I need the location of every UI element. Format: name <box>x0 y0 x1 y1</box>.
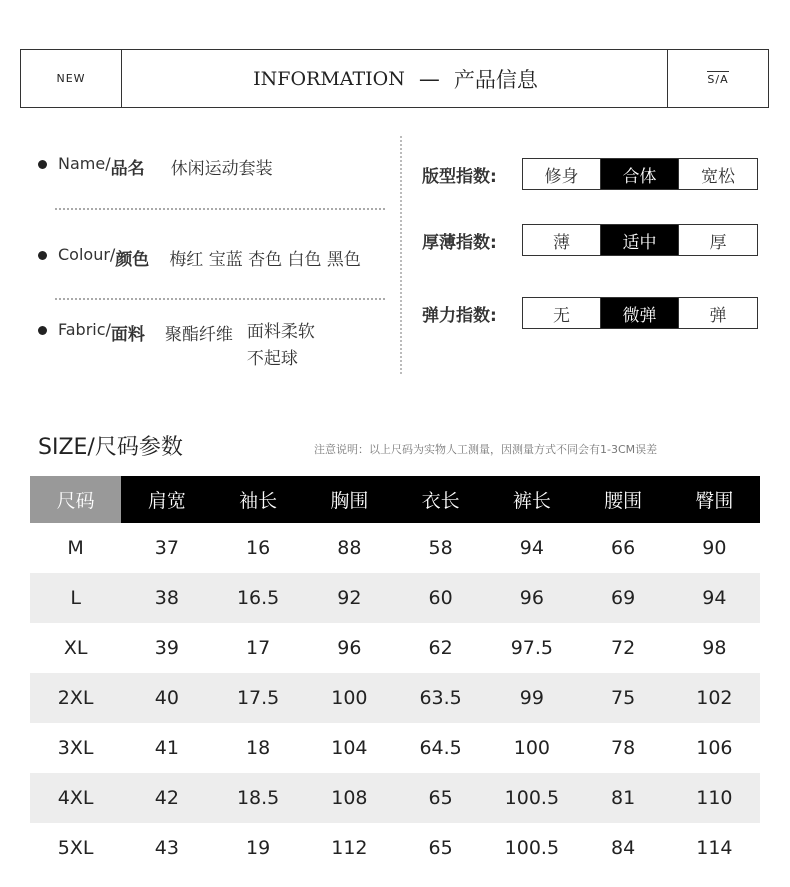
cell-length: 64.5 <box>419 737 462 759</box>
cell-shoulder: 40 <box>121 673 212 723</box>
name-key-cn: 品名 <box>110 159 145 179</box>
cell-hip: 102 <box>669 673 760 723</box>
fabric-note <box>247 319 315 373</box>
dotted-divider <box>55 298 385 300</box>
fit-option-loose: 宽松 <box>701 166 735 187</box>
vertical-dotted-divider <box>400 136 402 374</box>
cell-length: 60 <box>395 573 486 623</box>
elasticity-option-slight: 微弹 <box>601 298 679 328</box>
header-title <box>121 50 670 107</box>
cell-sleeve: 17 <box>246 637 271 659</box>
new-text: NEW <box>56 72 86 85</box>
table-row <box>30 723 760 773</box>
header-pants-length: 裤长 <box>486 476 577 523</box>
fit-option-regular: 合体 <box>601 159 679 189</box>
info-fabric-row <box>38 320 315 373</box>
fit-index-label: 版型指数: <box>422 166 497 187</box>
cell-length: 65 <box>395 773 486 823</box>
cell-sleeve: 17.5 <box>213 673 304 723</box>
header-hip: 臀围 <box>669 476 760 523</box>
cell-size: L <box>30 573 121 623</box>
table-row <box>30 823 760 873</box>
cell-pants-length: 94 <box>519 537 544 559</box>
cell-pants-length: 99 <box>486 673 577 723</box>
header-sa-label <box>667 50 768 107</box>
cell-shoulder: 43 <box>154 837 179 859</box>
cell-waist: 75 <box>578 673 669 723</box>
info-header <box>20 49 769 108</box>
fit-option-slim: 修身 <box>523 159 601 189</box>
colour-key-cn: 颜色 <box>115 250 150 270</box>
table-row <box>30 573 760 623</box>
thickness-index-row <box>422 224 758 256</box>
cell-chest: 108 <box>304 773 395 823</box>
dotted-divider <box>55 208 385 210</box>
title-cn: 产品信息 <box>453 67 538 92</box>
name-key-en: Name/ <box>58 154 111 173</box>
header-sleeve: 袖长 <box>213 476 304 523</box>
info-colour-row <box>38 245 361 270</box>
cell-shoulder: 39 <box>154 637 179 659</box>
info-name-row <box>38 154 273 179</box>
cell-length: 65 <box>428 837 453 859</box>
header-chest: 胸围 <box>304 476 395 523</box>
cell-hip: 114 <box>696 837 733 859</box>
cell-pants-length: 100.5 <box>504 837 560 859</box>
table-row <box>30 773 760 823</box>
cell-pants-length: 96 <box>486 573 577 623</box>
cell-hip: 106 <box>696 737 733 759</box>
cell-chest: 112 <box>331 837 368 859</box>
cell-waist: 66 <box>611 537 636 559</box>
size-table-header <box>30 476 760 523</box>
cell-pants-length: 97.5 <box>510 637 554 659</box>
elasticity-option-stretch: 弹 <box>709 305 727 326</box>
cell-waist: 84 <box>611 837 636 859</box>
fabric-note-line2: 不起球 <box>246 349 298 369</box>
thickness-index-options <box>522 224 758 256</box>
elasticity-index-row <box>422 297 758 329</box>
fabric-key-cn: 面料 <box>110 325 145 345</box>
cell-waist: 81 <box>578 773 669 823</box>
cell-sleeve: 18 <box>246 737 271 759</box>
cell-sleeve: 19 <box>246 837 271 859</box>
elasticity-index-label: 弹力指数: <box>422 305 497 326</box>
title-separator: — <box>418 66 440 91</box>
fabric-note-line1: 面料柔软 <box>246 322 315 342</box>
cell-shoulder: 38 <box>121 573 212 623</box>
bullet-icon <box>38 251 47 260</box>
table-row <box>30 523 760 573</box>
cell-size: M <box>67 537 84 559</box>
thickness-option-thick: 厚 <box>709 232 727 253</box>
cell-size: 2XL <box>30 673 121 723</box>
header-size: 尺码 <box>30 476 121 523</box>
colour-value: 梅红 宝蓝 杏色 白色 黑色 <box>169 250 361 270</box>
cell-length: 58 <box>428 537 453 559</box>
header-new-label <box>21 50 122 107</box>
cell-pants-length: 100 <box>513 737 550 759</box>
header-shoulder: 肩宽 <box>121 476 212 523</box>
fabric-key-en: Fabric/ <box>58 320 111 339</box>
cell-size: XL <box>63 637 88 659</box>
size-table-body <box>30 523 760 873</box>
cell-length: 62 <box>428 637 453 659</box>
size-section-title: SIZE/尺码参数 <box>38 435 183 460</box>
cell-sleeve: 18.5 <box>213 773 304 823</box>
fit-index-row <box>422 158 758 190</box>
cell-size: 5XL <box>57 837 94 859</box>
cell-hip: 110 <box>669 773 760 823</box>
cell-shoulder: 42 <box>121 773 212 823</box>
fit-index-options <box>522 158 758 190</box>
cell-chest: 100 <box>304 673 395 723</box>
sa-text: S/A <box>707 73 729 86</box>
cell-hip: 90 <box>702 537 727 559</box>
cell-chest: 104 <box>331 737 368 759</box>
cell-waist: 78 <box>611 737 636 759</box>
cell-pants-length: 100.5 <box>486 773 577 823</box>
elasticity-index-options <box>522 297 758 329</box>
cell-shoulder: 37 <box>154 537 179 559</box>
bullet-icon <box>38 326 47 335</box>
thickness-index-label: 厚薄指数: <box>422 232 497 253</box>
size-table <box>30 476 760 873</box>
cell-length: 63.5 <box>395 673 486 723</box>
cell-chest: 88 <box>337 537 362 559</box>
cell-waist: 69 <box>578 573 669 623</box>
elasticity-option-none: 无 <box>523 298 601 328</box>
cell-chest: 92 <box>304 573 395 623</box>
cell-hip: 98 <box>702 637 727 659</box>
size-measure-note: 注意说明：以上尺码为实物人工测量，因测量方式不同会有1-3CM误差 <box>314 443 658 456</box>
cell-size: 3XL <box>57 737 94 759</box>
cell-chest: 96 <box>337 637 362 659</box>
table-row <box>30 673 760 723</box>
colour-key-en: Colour/ <box>58 245 116 264</box>
thickness-option-thin: 薄 <box>523 225 601 255</box>
cell-waist: 72 <box>611 637 636 659</box>
cell-sleeve: 16 <box>246 537 271 559</box>
cell-shoulder: 41 <box>154 737 179 759</box>
header-length: 衣长 <box>395 476 486 523</box>
title-en: INFORMATION <box>253 67 405 90</box>
header-waist: 腰围 <box>578 476 669 523</box>
table-row <box>30 623 760 673</box>
fabric-value: 聚酯纤维 <box>164 325 233 345</box>
cell-size: 4XL <box>30 773 121 823</box>
cell-hip: 94 <box>669 573 760 623</box>
cell-sleeve: 16.5 <box>213 573 304 623</box>
bullet-icon <box>38 160 47 169</box>
name-value: 休闲运动套装 <box>170 159 273 179</box>
thickness-option-medium: 适中 <box>601 225 679 255</box>
